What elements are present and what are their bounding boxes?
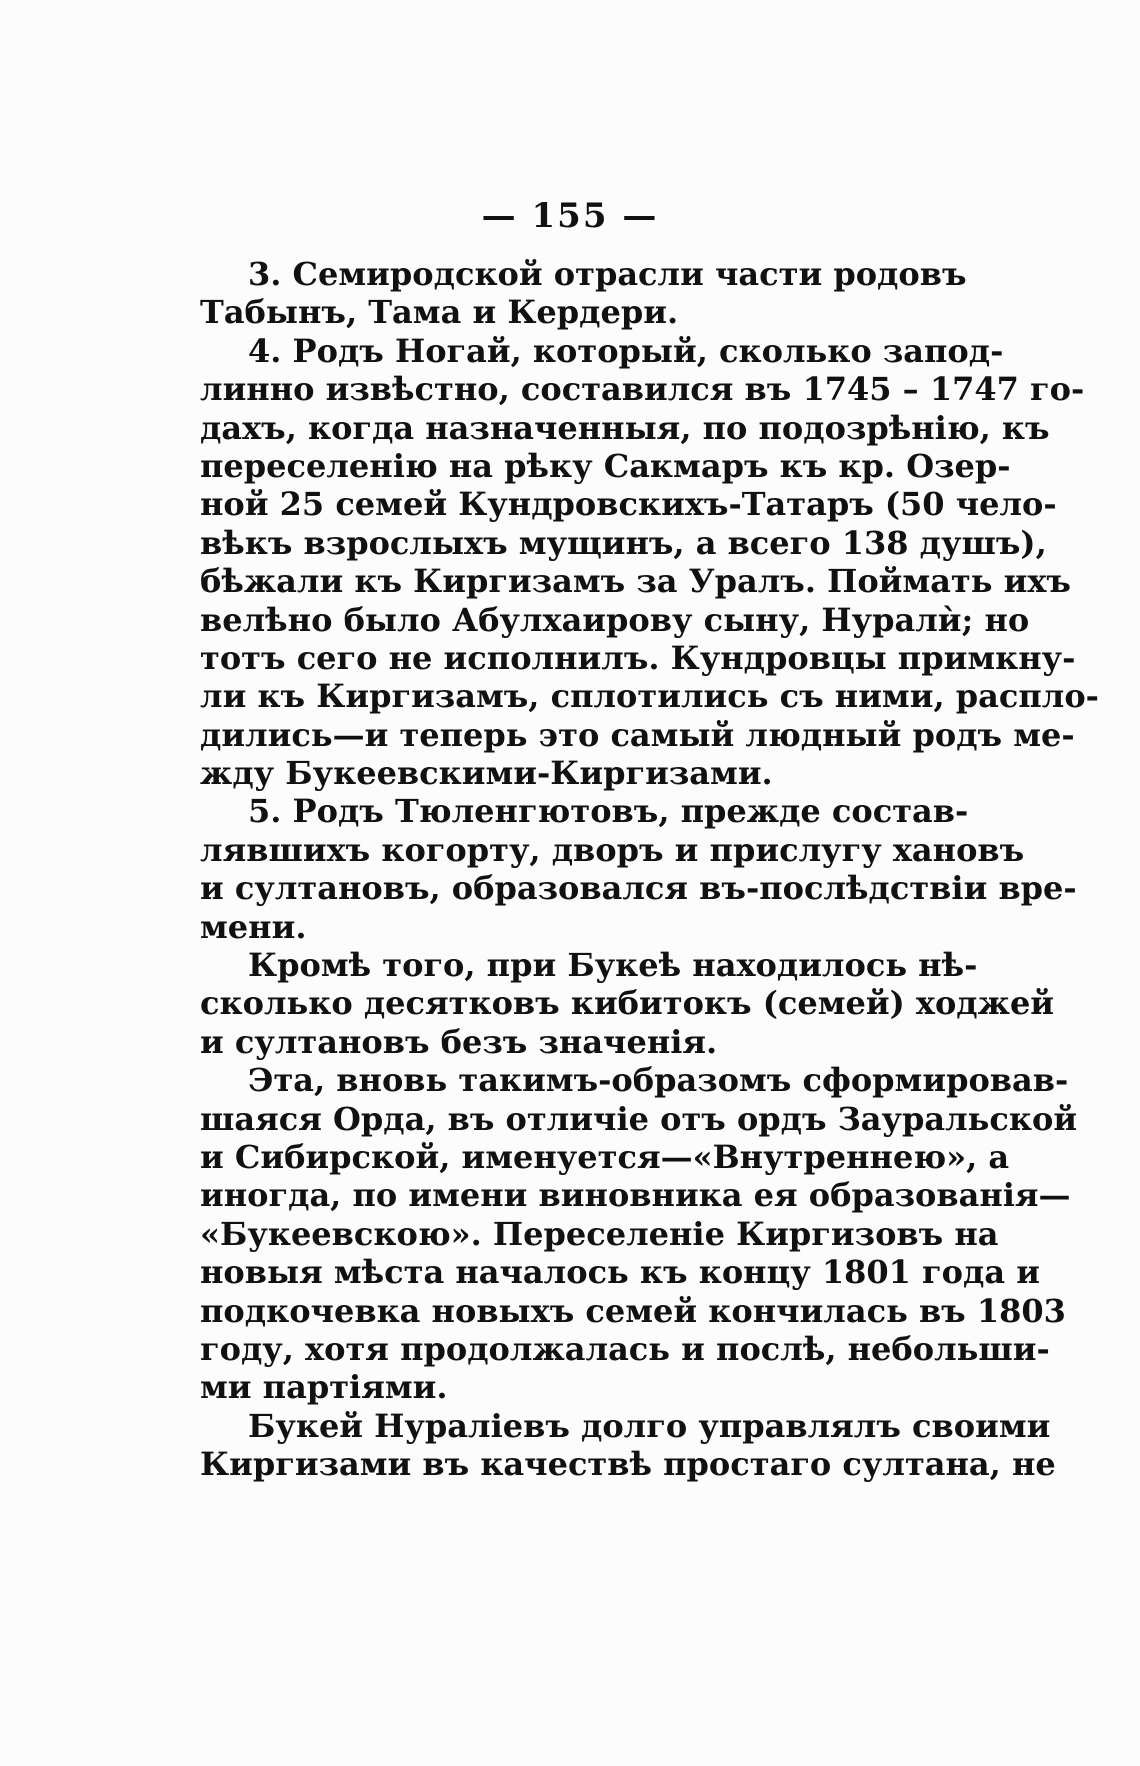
text-line: мени. [200,907,307,946]
text-line: 5. Родъ Тюленгютовъ, прежде состав- [248,792,969,831]
text-line: подкочевка новыхъ семей кончилась въ 1803 [200,1291,1066,1330]
text-line: Табынъ, Тама и Кердери. [200,293,679,332]
text-line: сколько десятковъ кибитокъ (семей) ходжей [200,984,1055,1023]
text-line: и султановъ, образовался въ-послѣдствіи вре- [200,869,1077,908]
text-line: году, хотя продолжалась и послѣ, небольши- [200,1329,1050,1368]
text-line: дились—и теперь это самый людный родъ ме- [200,715,1075,754]
text-line: жду Букеевскими-Киргизами. [200,754,773,793]
text-line: новыя мѣста началось къ концу 1801 года и [200,1253,1040,1292]
text-line: Эта, вновь такимъ-образомъ сформировав- [248,1061,1069,1100]
text-line: вѣкъ взрослыхъ мущинъ, а всего 138 душъ), [200,523,1047,562]
text-line: ми партіями. [200,1368,448,1407]
text-line: линно извѣстно, составился въ 1745 – 1747 го- [200,370,1085,409]
text-line: и султановъ безъ значенія. [200,1022,718,1061]
page-number: — 155 — [481,196,659,236]
text-line: переселенію на рѣку Сакмаръ къ кр. Озер- [200,446,1011,485]
text-line: 4. Родъ Ногай, который, сколько запод- [248,331,1004,370]
text-line: Кромѣ того, при Букеѣ находилось нѣ- [248,946,978,985]
text-line: бѣжали къ Киргизамъ за Уралъ. Поймать ихъ [200,562,1071,601]
text-line: Киргизами въ качествѣ простаго султана, не [200,1445,1056,1484]
text-line: ной 25 семей Кундровскихъ-Татаръ (50 чело- [200,485,1057,524]
text-line: лявшихъ когорту, дворъ и прислугу хановъ [200,830,1025,869]
text-line: тотъ сего не исполнилъ. Кундровцы примкну- [200,638,1076,677]
text-line: ли къ Киргизамъ, сплотились съ ними, распло- [200,677,1099,716]
body-text [200,255,1099,1484]
text-line: «Букеевскою». Переселеніе Киргизовъ на [200,1214,999,1253]
text-line: иногда, по имени виновника ея образованія— [200,1176,1071,1215]
text-line: велѣно было Абулхаирову сыну, Нуралѝ; но [200,600,1030,639]
text-line: 3. Семиродской отрасли части родовъ [248,255,967,293]
text-line: дахъ, когда назначенныя, по подозрѣнію, къ [200,408,1050,447]
text-line: Букей Нураліевъ долго управлялъ своими [248,1406,1051,1445]
text-line: и Сибирской, именуется—«Внутреннею», а [200,1137,1010,1176]
text-line: шаяся Орда, въ отличіе отъ ордъ Зауральской [200,1099,1078,1138]
